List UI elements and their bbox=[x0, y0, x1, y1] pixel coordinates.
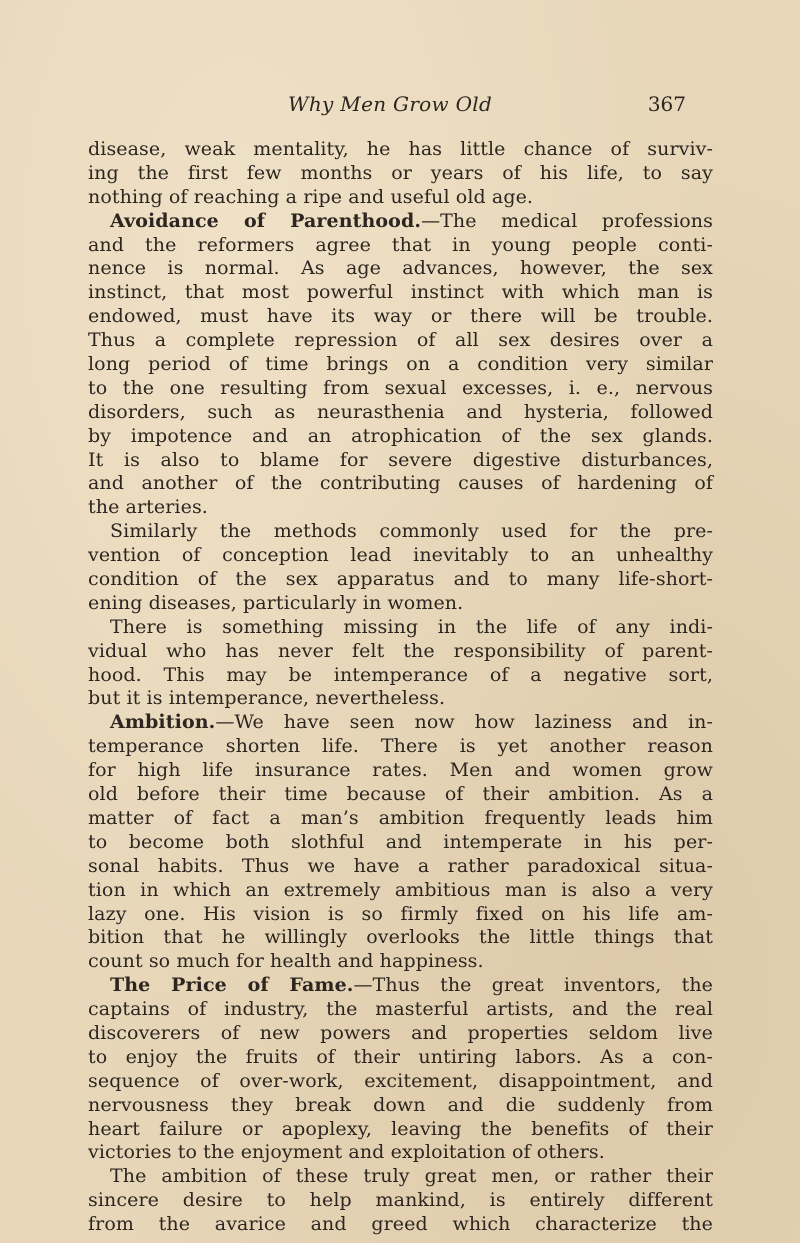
text-line: disease, weak mentality, he has little chance of surviv- bbox=[88, 138, 713, 160]
section-heading: Ambition. bbox=[110, 711, 216, 734]
text-line: and the reformers agree that in young people conti- bbox=[88, 233, 713, 256]
text-line: old before their time because of their ambition. As a bbox=[88, 783, 713, 806]
text-line: ening diseases, particularly in women. bbox=[88, 591, 464, 614]
section-heading: The Price of Fame. bbox=[110, 974, 354, 997]
text-line: hood. This may be intemperance of a negative sort, bbox=[88, 663, 713, 686]
text-line: Similarly the methods commonly used for the pre- bbox=[110, 520, 713, 543]
text-line: bition that he willingly overlooks the little things that bbox=[88, 926, 713, 949]
text-line bbox=[88, 974, 713, 998]
text-line: instinct, that most powerful instinct with which man is bbox=[88, 281, 713, 304]
text-line: sequence of over-work, excitement, disappointment, and bbox=[88, 1069, 713, 1092]
text-line: for high life insurance rates. Men and women grow bbox=[88, 759, 713, 782]
text-line: sincere desire to help mankind, is entirely different bbox=[88, 1189, 713, 1212]
running-head bbox=[88, 92, 686, 122]
text-line: disorders, such as neurasthenia and hysteria, followed bbox=[88, 400, 713, 423]
text-line: matter of fact a man’s ambition frequently leads him bbox=[88, 806, 713, 829]
text-line: nothing of reaching a ripe and useful old age. bbox=[88, 185, 534, 208]
text-run: —Thus the great inventors, the bbox=[353, 974, 714, 997]
paragraph bbox=[88, 520, 713, 616]
paragraph-price-of-fame bbox=[88, 974, 713, 1165]
text-line: nence is normal. As age advances, however, the sex bbox=[88, 257, 713, 280]
text-line: vention of conception lead inevitably to an unhealthy bbox=[88, 544, 713, 567]
text-line: the arteries. bbox=[88, 496, 208, 519]
text-line: Thus a complete repression of all sex desires over a bbox=[88, 329, 713, 352]
paragraph-avoidance-of-parenthood bbox=[88, 210, 713, 521]
body-text bbox=[88, 138, 713, 1237]
text-line: tion in which an extremely ambitious man is also a very bbox=[88, 878, 713, 901]
text-line: from the avarice and greed which characterize the bbox=[88, 1213, 713, 1236]
text-line: lazy one. His vision is so firmly fixed on his life am- bbox=[88, 902, 713, 925]
text-line: heart failure or apoplexy, leaving the benefits of their bbox=[88, 1117, 713, 1140]
text-line: and another of the contributing causes of hardening of bbox=[88, 472, 713, 495]
paragraph bbox=[88, 616, 713, 712]
text-line: endowed, must have its way or there will be trouble. bbox=[88, 305, 713, 328]
text-line: by impotence and an atrophication of the sex glands. bbox=[88, 424, 713, 447]
text-line: The ambition of these truly great men, or rather their bbox=[110, 1165, 713, 1188]
paragraph bbox=[88, 1165, 713, 1237]
text-line: vidual who has never felt the responsibility of parent- bbox=[88, 639, 713, 662]
text-line: captains of industry, the masterful artists, and the real bbox=[88, 998, 713, 1021]
paragraph-continuation bbox=[88, 138, 713, 210]
text-line: to become both slothful and intemperate in his per- bbox=[88, 830, 713, 853]
text-line: long period of time brings on a condition very similar bbox=[88, 353, 713, 376]
text-line: count so much for health and happiness. bbox=[88, 950, 484, 973]
text-line: temperance shorten life. There is yet another reason bbox=[88, 735, 713, 758]
text-line: nervousness they break down and die suddenly from bbox=[88, 1093, 713, 1116]
text-line: discoverers of new powers and properties seldom live bbox=[88, 1021, 713, 1044]
running-title: Why Men Grow Old bbox=[288, 92, 493, 116]
text-line: to the one resulting from sexual excesses, i. e., nervous bbox=[88, 376, 713, 399]
text-line bbox=[88, 711, 713, 735]
text-line: ing the first few months or years of his life, to say bbox=[88, 161, 713, 184]
text-line: There is something missing in the life of any indi- bbox=[110, 615, 713, 638]
text-run: —We have seen now how laziness and in- bbox=[215, 711, 713, 734]
text-line: victories to the enjoyment and exploitation of others. bbox=[88, 1141, 605, 1164]
text-line bbox=[88, 210, 713, 234]
text-line: but it is intemperance, nevertheless. bbox=[88, 687, 446, 710]
page-number: 367 bbox=[647, 92, 686, 116]
text-line: It is also to blame for severe digestive disturbances, bbox=[88, 448, 713, 471]
text-line: sonal habits. Thus we have a rather paradoxical situa- bbox=[88, 854, 713, 877]
section-heading: Avoidance of Parenthood. bbox=[110, 209, 422, 232]
text-line: condition of the sex apparatus and to many life-short- bbox=[88, 568, 713, 591]
text-line: to enjoy the fruits of their untiring labors. As a con- bbox=[88, 1045, 713, 1068]
paragraph-ambition bbox=[88, 711, 713, 974]
text-run: —The medical professions bbox=[421, 209, 713, 232]
